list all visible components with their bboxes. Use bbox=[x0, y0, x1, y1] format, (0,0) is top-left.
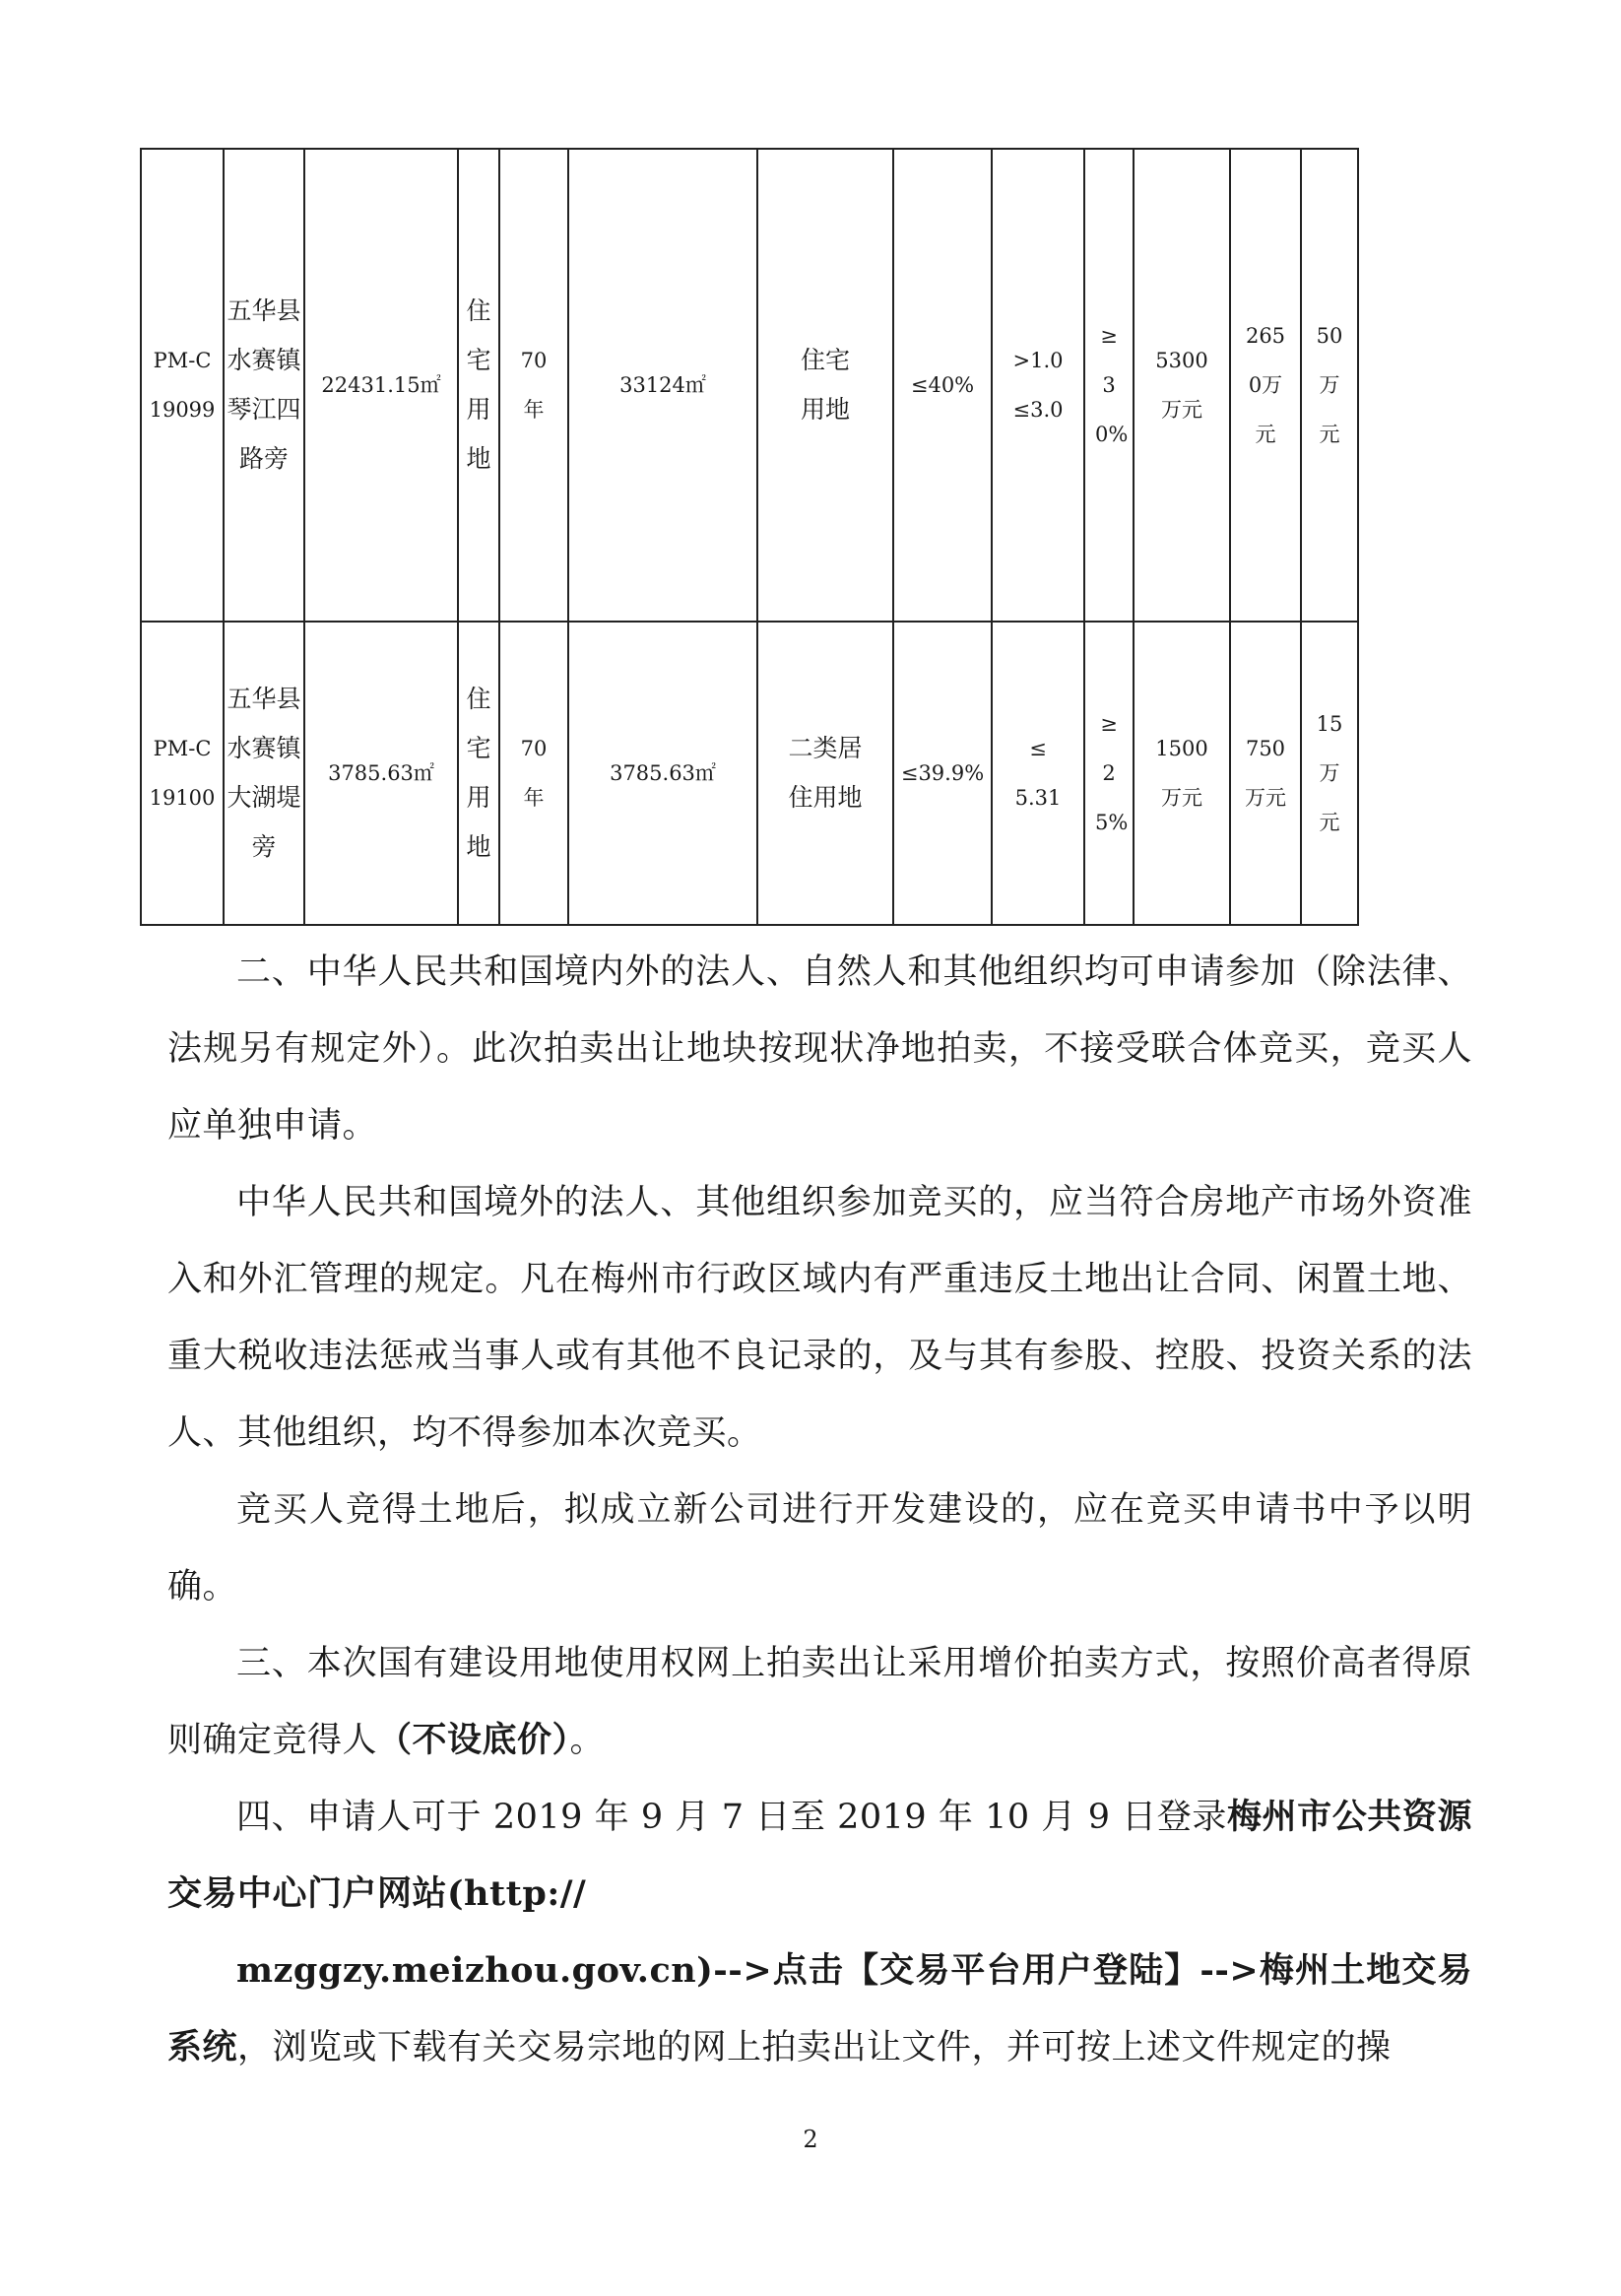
deposit: 2650万元 bbox=[1245, 324, 1286, 446]
paragraph-4 bbox=[167, 1779, 1472, 1933]
application-date-text: 四、申请人可于 2019 年 9 月 7 日至 2019 年 10 月 9 日登录 bbox=[236, 1798, 1227, 1837]
land-parcel-table bbox=[140, 148, 1359, 926]
parcel-code-cell bbox=[141, 149, 224, 622]
use-cell bbox=[458, 149, 499, 622]
building-area: 3785.63㎡ bbox=[610, 761, 716, 785]
start-price: 1500万元 bbox=[1155, 737, 1208, 810]
green-rate: ≥30% bbox=[1095, 324, 1129, 446]
use: 住宅用地 bbox=[466, 684, 491, 861]
paragraph-4-continued bbox=[167, 1933, 1472, 2086]
table-row bbox=[141, 622, 1358, 925]
density-cell bbox=[893, 622, 992, 925]
plot-ratio: >1.0 ≤3.0 bbox=[1012, 349, 1064, 422]
term: 70年 bbox=[520, 737, 548, 810]
area-cell bbox=[304, 149, 458, 622]
deposit-cell bbox=[1230, 149, 1301, 622]
green-rate-cell bbox=[1084, 149, 1134, 622]
plot-ratio: ≤ 5.31 bbox=[1014, 737, 1062, 810]
land-use-type: 二类居住用地 bbox=[788, 733, 863, 812]
period-text: 。 bbox=[569, 1721, 606, 1760]
density: ≤39.9% bbox=[900, 761, 985, 785]
land-use-type-cell bbox=[757, 622, 893, 925]
area: 22431.15㎡ bbox=[321, 373, 441, 397]
land-use-type: 住宅用地 bbox=[800, 345, 850, 424]
term-cell bbox=[499, 149, 568, 622]
no-reserve-text: （不设底价） bbox=[377, 1720, 570, 1760]
table-row bbox=[141, 149, 1358, 622]
parcel-code: PM-C19100 bbox=[149, 737, 216, 810]
location-cell bbox=[224, 149, 304, 622]
use: 住宅用地 bbox=[466, 295, 491, 473]
term: 70年 bbox=[520, 349, 548, 422]
body-text bbox=[167, 934, 1472, 2086]
plot-ratio-cell bbox=[992, 149, 1084, 622]
paragraph-3 bbox=[167, 1625, 1472, 1779]
building-area-cell bbox=[568, 149, 757, 622]
deposit: 750万元 bbox=[1245, 737, 1286, 810]
increment: 50万元 bbox=[1316, 324, 1343, 446]
use-cell bbox=[458, 622, 499, 925]
green-rate-cell bbox=[1084, 622, 1134, 925]
parcel-code-cell bbox=[141, 622, 224, 925]
start-price-cell bbox=[1134, 149, 1230, 622]
land-use-type-cell bbox=[757, 149, 893, 622]
location: 五华县水赛镇大湖堤旁 bbox=[227, 684, 301, 861]
download-instructions-text: ，浏览或下载有关交易宗地的网上拍卖出让文件，并可按上述文件规定的操 bbox=[237, 2028, 1392, 2067]
paragraph-new-company: 竞买人竞得土地后，拟成立新公司进行开发建设的，应在竞买申请书中予以明确。 bbox=[167, 1490, 1472, 1607]
paragraph-2: 二、中华人民共和国境内外的法人、自然人和其他组织均可申请参加（除法律、法规另有规定外）。此次拍卖出让地块按现状净地拍卖，不接受联合体竞买，竞买人应单独申请。 bbox=[167, 952, 1472, 1146]
location: 五华县水赛镇琴江四路旁 bbox=[227, 295, 301, 473]
portal-name-text: 梅州市公共资源交易中心门户网站(http:// bbox=[167, 1797, 1472, 1914]
parcel-code: PM-C19099 bbox=[149, 349, 216, 422]
portal-url-text: mzggzy.meizhou.gov.cn)-->点击【交易平台用户登陆】-->梅州土地交易系统 bbox=[167, 1950, 1472, 2067]
density: ≤40% bbox=[910, 373, 975, 397]
increment-cell bbox=[1301, 149, 1358, 622]
location-cell bbox=[224, 622, 304, 925]
increment: 15万元 bbox=[1316, 712, 1343, 834]
page-number: 2 bbox=[803, 2126, 818, 2153]
paragraph-foreign-entities: 中华人民共和国境外的法人、其他组织参加竞买的，应当符合房地产市场外资准入和外汇管理的规定。凡在梅州市行政区域内有严重违反土地出让合同、闲置土地、重大税收违法惩戒当事人或有其他不良记录的，及与其有参股、控股、投资关系的法人、其他组织，均不得参加本次竞买。 bbox=[167, 1183, 1472, 1453]
deposit-cell bbox=[1230, 622, 1301, 925]
area: 3785.63㎡ bbox=[328, 761, 434, 785]
auction-method-text: 三、本次国有建设用地使用权网上拍卖出让采用增价拍卖方式，按照价高者得原则确定竞得人 bbox=[167, 1644, 1472, 1760]
building-area: 33124㎡ bbox=[619, 373, 706, 397]
start-price-cell bbox=[1134, 622, 1230, 925]
building-area-cell bbox=[568, 622, 757, 925]
start-price: 5300万元 bbox=[1155, 349, 1208, 422]
green-rate: ≥25% bbox=[1095, 712, 1129, 834]
area-cell bbox=[304, 622, 458, 925]
increment-cell bbox=[1301, 622, 1358, 925]
plot-ratio-cell bbox=[992, 622, 1084, 925]
density-cell bbox=[893, 149, 992, 622]
term-cell bbox=[499, 622, 568, 925]
